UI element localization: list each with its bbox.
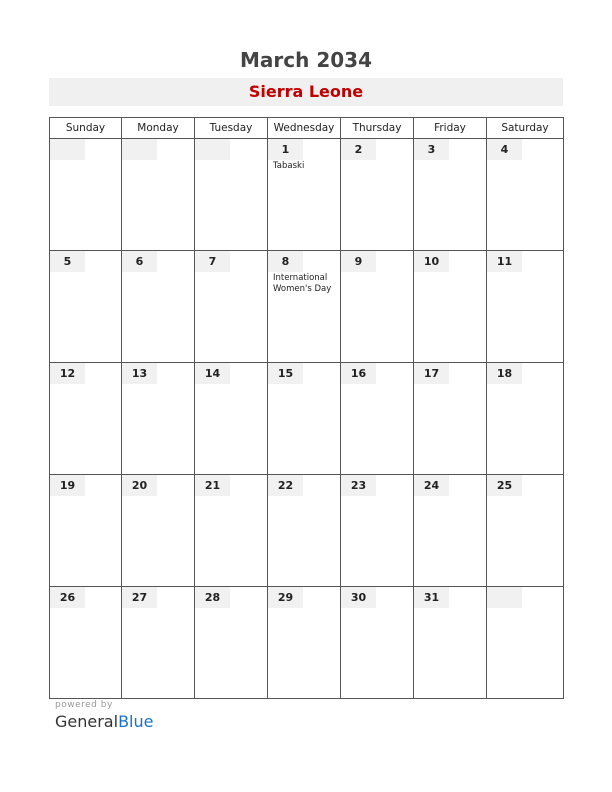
day-number: 3	[414, 139, 449, 160]
day-number: 2	[341, 139, 376, 160]
day-number: 26	[50, 587, 85, 608]
day-number: 17	[414, 363, 449, 384]
weekday-header-row	[50, 118, 564, 139]
day-cell[interactable]	[487, 139, 564, 251]
brand-general: General	[55, 712, 119, 731]
day-cell[interactable]	[341, 139, 414, 251]
day-number: 4	[487, 139, 522, 160]
day-number: 12	[50, 363, 85, 384]
day-cell[interactable]	[487, 475, 564, 587]
day-number: 28	[195, 587, 230, 608]
day-cell[interactable]	[414, 251, 487, 363]
weekday-friday: Friday	[414, 118, 487, 139]
weekday-saturday: Saturday	[487, 118, 564, 139]
day-cell[interactable]	[122, 139, 195, 251]
weekday-thursday: Thursday	[341, 118, 414, 139]
calendar-grid	[49, 117, 564, 699]
day-number: 25	[487, 475, 522, 496]
day-number	[195, 139, 230, 160]
day-cell[interactable]	[50, 139, 122, 251]
day-cell[interactable]	[268, 363, 341, 475]
day-cell[interactable]	[195, 363, 268, 475]
day-number: 30	[341, 587, 376, 608]
day-cell[interactable]	[195, 587, 268, 699]
day-number: 10	[414, 251, 449, 272]
country-banner	[49, 78, 563, 106]
week-row	[50, 139, 564, 251]
day-cell[interactable]	[341, 363, 414, 475]
day-cell[interactable]	[341, 251, 414, 363]
brand-blue: Blue	[118, 712, 154, 731]
day-number: 9	[341, 251, 376, 272]
week-row	[50, 363, 564, 475]
page-title: March 2034	[240, 48, 372, 72]
day-number: 24	[414, 475, 449, 496]
day-number: 14	[195, 363, 230, 384]
day-cell[interactable]	[122, 475, 195, 587]
brand-logo	[55, 712, 153, 731]
day-number: 18	[487, 363, 522, 384]
day-cell[interactable]	[50, 363, 122, 475]
day-cell[interactable]	[50, 251, 122, 363]
day-number: 15	[268, 363, 303, 384]
holiday-label: Tabaski	[273, 161, 305, 171]
week-row	[50, 251, 564, 363]
day-cell[interactable]	[341, 475, 414, 587]
day-cell[interactable]	[487, 363, 564, 475]
day-cell[interactable]	[50, 475, 122, 587]
day-cell[interactable]	[122, 251, 195, 363]
day-number: 13	[122, 363, 157, 384]
day-number: 11	[487, 251, 522, 272]
day-cell[interactable]	[195, 139, 268, 251]
day-cell[interactable]	[268, 139, 341, 251]
holiday-label: International Women's Day	[273, 273, 332, 294]
day-number: 1	[268, 139, 303, 160]
day-number: 29	[268, 587, 303, 608]
day-cell[interactable]	[268, 475, 341, 587]
weekday-monday: Monday	[122, 118, 195, 139]
day-cell[interactable]	[487, 251, 564, 363]
day-number	[122, 139, 157, 160]
day-number	[487, 587, 522, 608]
day-number: 31	[414, 587, 449, 608]
country-name: Sierra Leone	[248, 82, 364, 101]
day-cell[interactable]	[122, 587, 195, 699]
day-number: 7	[195, 251, 230, 272]
powered-by-text: powered by	[55, 700, 113, 710]
day-cell[interactable]	[414, 475, 487, 587]
day-cell[interactable]	[50, 587, 122, 699]
day-number: 16	[341, 363, 376, 384]
day-cell[interactable]	[414, 363, 487, 475]
day-number: 23	[341, 475, 376, 496]
day-number: 8	[268, 251, 303, 272]
day-number: 20	[122, 475, 157, 496]
day-number: 21	[195, 475, 230, 496]
day-cell[interactable]	[341, 587, 414, 699]
weekday-sunday: Sunday	[50, 118, 122, 139]
day-cell[interactable]	[195, 251, 268, 363]
day-number: 27	[122, 587, 157, 608]
day-number: 22	[268, 475, 303, 496]
weekday-tuesday: Tuesday	[195, 118, 268, 139]
day-number: 5	[50, 251, 85, 272]
week-row	[50, 587, 564, 699]
day-cell[interactable]	[268, 587, 341, 699]
day-cell[interactable]	[487, 587, 564, 699]
day-cell[interactable]	[414, 139, 487, 251]
day-cell[interactable]	[122, 363, 195, 475]
day-number	[50, 139, 85, 160]
week-row	[50, 475, 564, 587]
day-number: 19	[50, 475, 85, 496]
weekday-wednesday: Wednesday	[268, 118, 341, 139]
day-cell[interactable]	[195, 475, 268, 587]
day-cell[interactable]	[414, 587, 487, 699]
day-number: 6	[122, 251, 157, 272]
day-cell[interactable]	[268, 251, 341, 363]
footer	[55, 700, 153, 731]
